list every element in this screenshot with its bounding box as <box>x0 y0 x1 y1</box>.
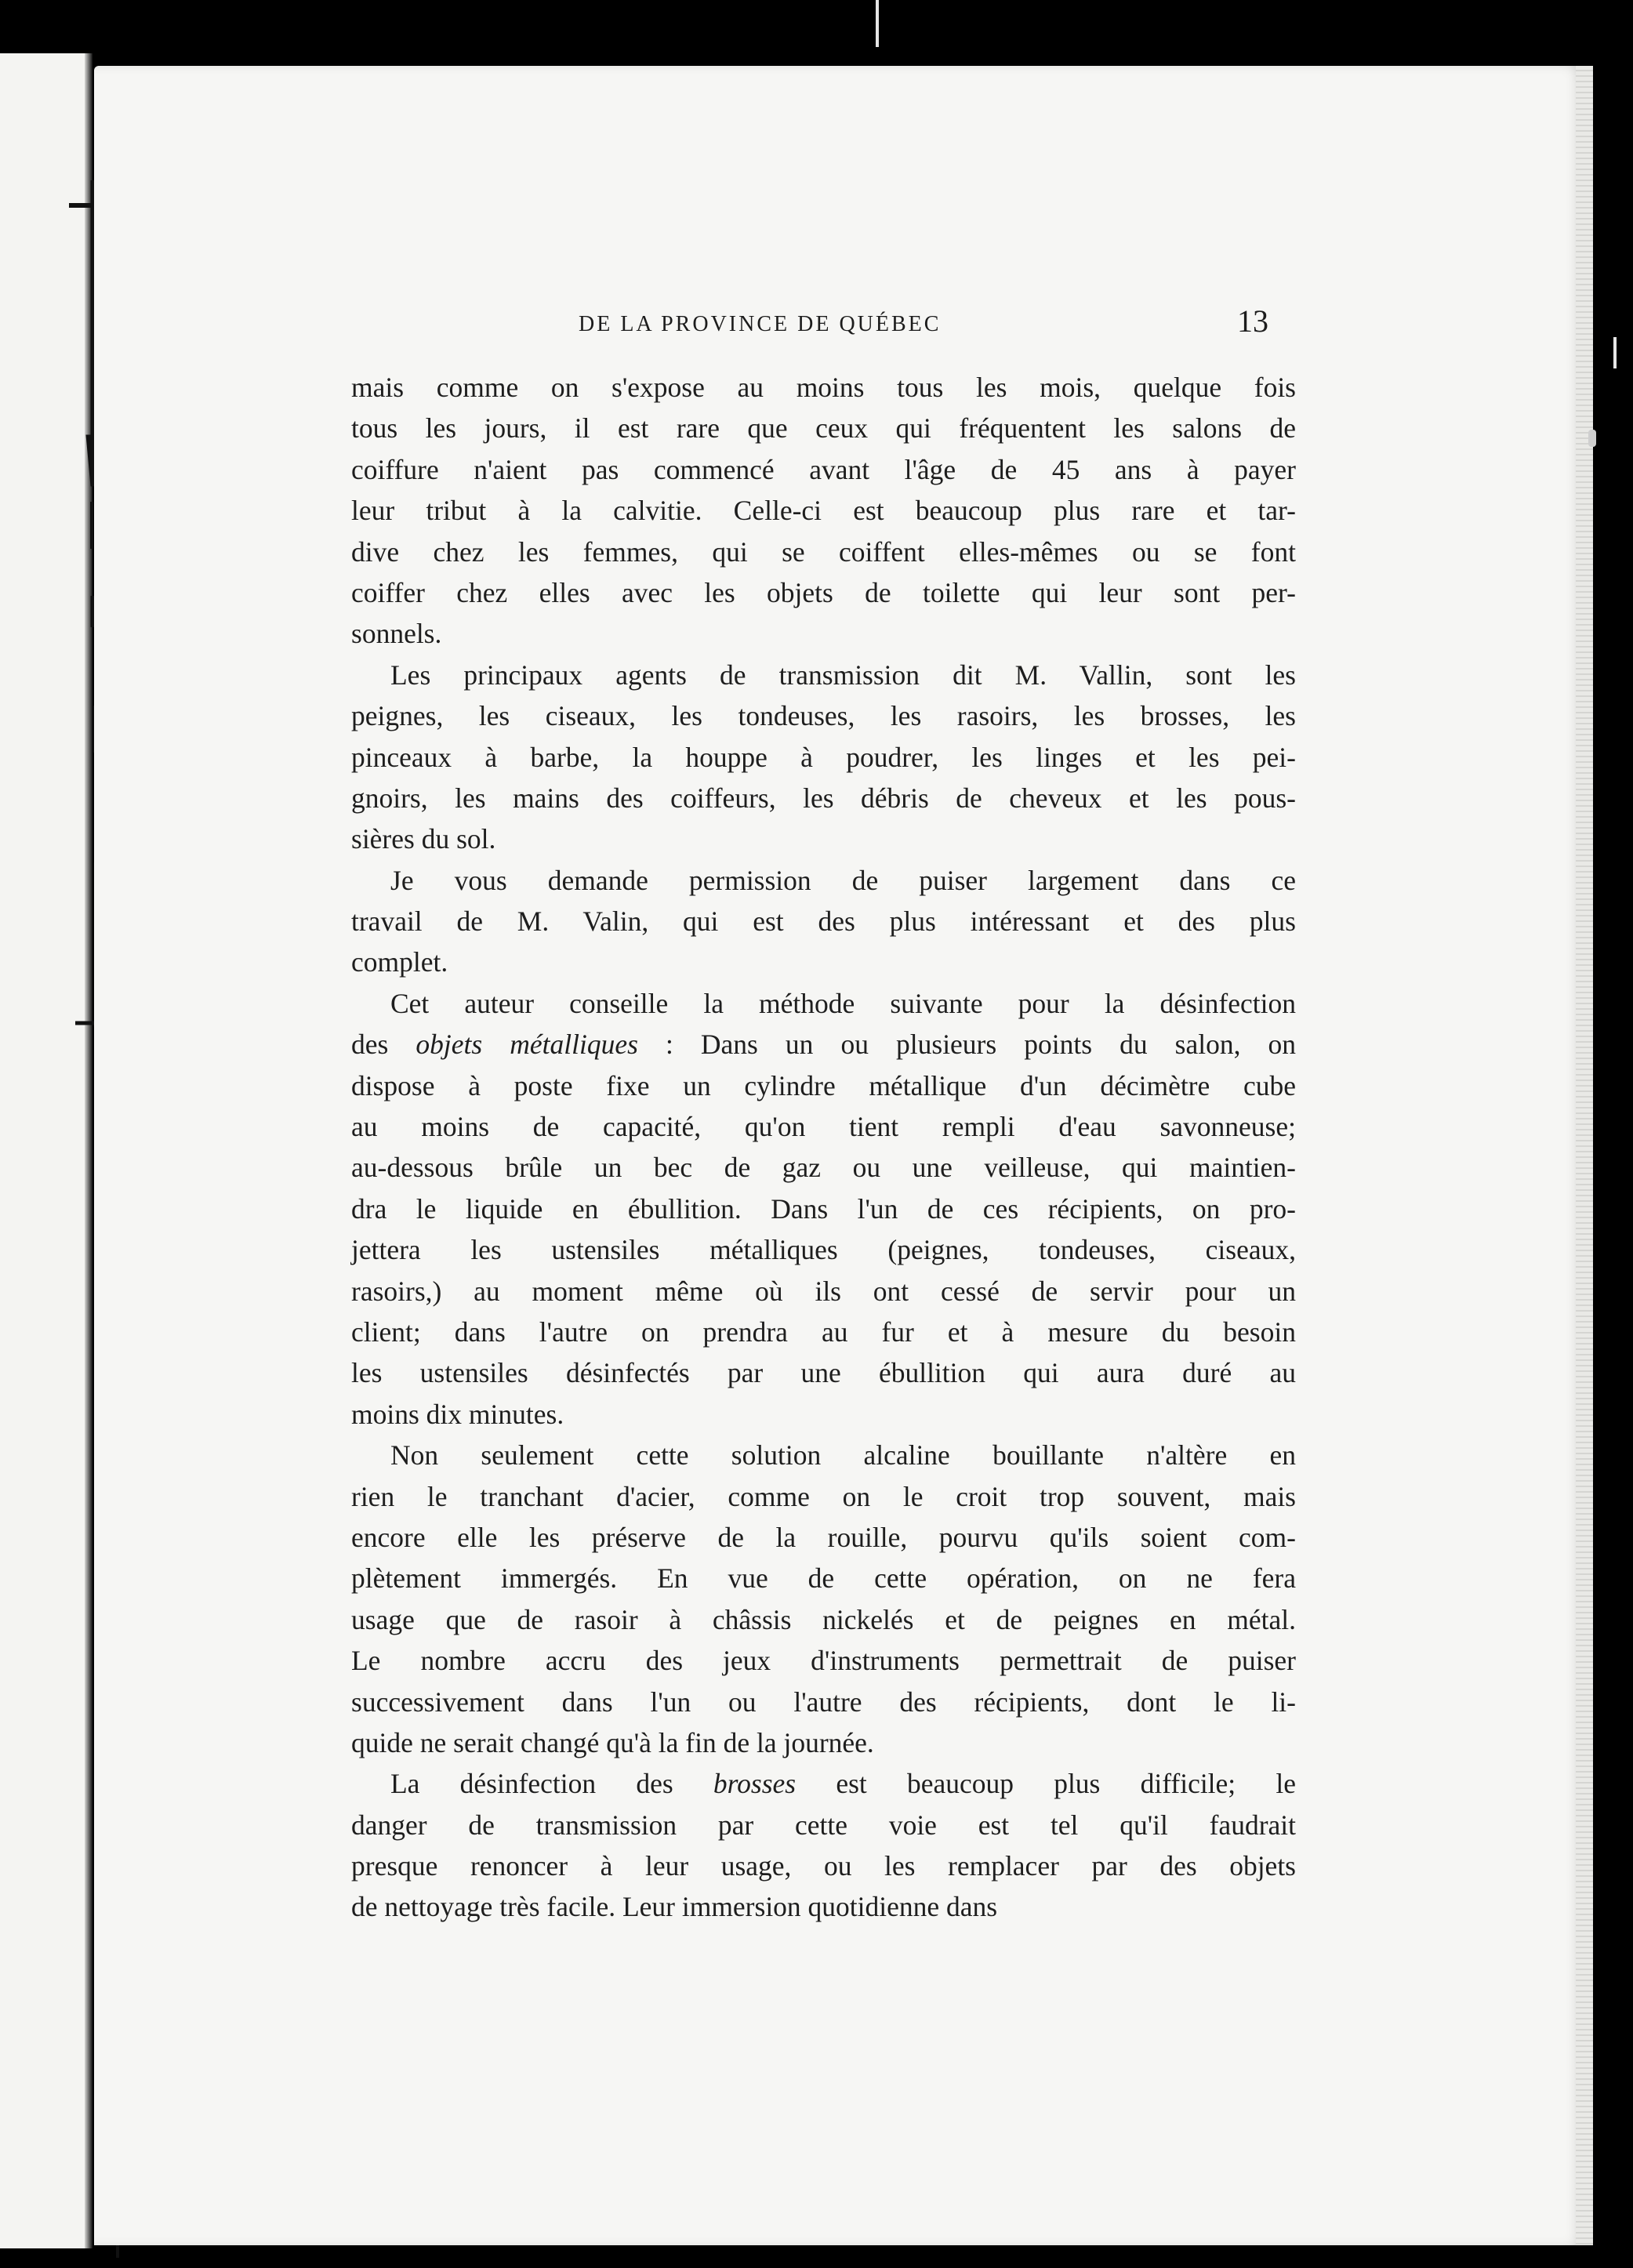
text-line: au moins de capacité, qu'on tient rempli d'eau savonneuse; <box>351 1111 1296 1143</box>
paragraph <box>351 860 1296 983</box>
text-line: coiffer chez elles avec les objets de toilette qui leur sont per- <box>351 576 1296 608</box>
text-line: Les principaux agents de transmission dit M. Vallin, sont les <box>390 659 1296 691</box>
text-line: au-dessous brûle un bec de gaz ou une veilleuse, qui maintien- <box>351 1152 1296 1184</box>
text-line: tous les jours, il est rare que ceux qui fréquentent les salons de <box>351 412 1296 445</box>
text-line: sières du sol. <box>351 823 496 855</box>
text-line: peignes, les ciseaux, les tondeuses, les rasoirs, les brosses, les <box>351 700 1296 732</box>
scan-speck <box>1588 430 1596 447</box>
text-line: gnoirs, les mains des coiffeurs, les débris de cheveux et les pous- <box>351 782 1296 814</box>
text-line: Je vous demande permission de puiser largement dans ce <box>390 864 1296 896</box>
text-line: presque renoncer à leur usage, ou les remplacer par des objets <box>351 1850 1296 1882</box>
text-line: dive chez les femmes, qui se coiffent elles-mêmes ou se font <box>351 535 1296 568</box>
text-line: dispose à poste fixe un cylindre métallique d'un décimètre cube <box>351 1069 1296 1101</box>
paragraph <box>351 655 1296 860</box>
text-line: mais comme on s'expose au moins tous les mois, quelque fois <box>351 372 1296 403</box>
paragraph <box>351 983 1296 1435</box>
text-line: leur tribut à la calvitie. Celle-ci est beaucoup plus rare et tar- <box>351 495 1296 527</box>
text-line: successivement dans l'un ou l'autre des récipients, dont le li- <box>351 1686 1296 1718</box>
text-line: jettera les ustensiles métalliques (peignes, tondeuses, ciseaux, <box>351 1234 1296 1266</box>
text-line: usage que de rasoir à châssis nickelés et de peignes en métal. <box>351 1603 1296 1635</box>
text-line: dra le liquide en ébullition. Dans l'un de ces récipients, on pro- <box>351 1192 1296 1225</box>
text-line: travail de M. Valin, qui est des plus intéressant et des plus <box>351 905 1296 938</box>
text-line: rien le tranchant d'acier, comme on le croit trop souvent, mais <box>351 1480 1296 1512</box>
text-line: pinceaux à barbe, la houppe à poudrer, les linges et les pei- <box>351 741 1296 773</box>
text-line: de nettoyage très facile. Leur immersion quotidienne dans <box>351 1891 998 1923</box>
text-line: quide ne serait changé qu'à la fin de la journée. <box>351 1726 874 1758</box>
italic-term: brosses <box>713 1768 797 1800</box>
text-line: encore elle les préserve de la rouille, pourvu qu'ils soient com- <box>351 1521 1296 1553</box>
italic-term: objets métalliques <box>416 1029 638 1061</box>
text-line: client; dans l'autre on prendra au fur et à mesure du besoin <box>351 1315 1296 1348</box>
text-line: des objets métalliques : Dans un ou plusieurs points du salon, on <box>351 1029 1297 1061</box>
text-line: danger de transmission par cette voie est tel qu'il faudrait <box>351 1809 1296 1841</box>
text-line: Le nombre accru des jeux d'instruments permettrait de puiser <box>351 1645 1296 1677</box>
paragraph <box>351 367 1296 655</box>
text-line: Cet auteur conseille la méthode suivante pour la désinfection <box>390 987 1296 1019</box>
text-line: sonnels. <box>351 618 442 650</box>
paragraph <box>351 1435 1296 1763</box>
text-line: moins dix minutes. <box>351 1398 564 1430</box>
text-line: rasoirs,) au moment même où ils ont cessé de servir pour un <box>351 1275 1296 1307</box>
text-line: La désinfection des brosses est beaucoup plus difficile; le <box>390 1768 1296 1800</box>
scan-artifact-right <box>1613 337 1617 368</box>
running-head: DE LA PROVINCE DE QUÉBEC <box>579 312 942 336</box>
page-number: 13 <box>1237 303 1268 339</box>
text-line: coiffure n'aient pas commencé avant l'âge de 45 ans à payer <box>351 453 1296 485</box>
body-text <box>351 367 1296 1928</box>
text-line: les ustensiles désinfectés par une ébullition qui aura duré au <box>351 1357 1296 1389</box>
text-line: complet. <box>351 946 448 978</box>
text-line: plètement immergés. En vue de cette opération, on ne fera <box>351 1562 1296 1595</box>
scan-artifact-top <box>876 0 879 47</box>
text-line: Non seulement cette solution alcaline bouillante n'altère en <box>390 1439 1296 1471</box>
page-stack-edge <box>1576 66 1593 2245</box>
paragraph <box>351 1763 1296 1928</box>
